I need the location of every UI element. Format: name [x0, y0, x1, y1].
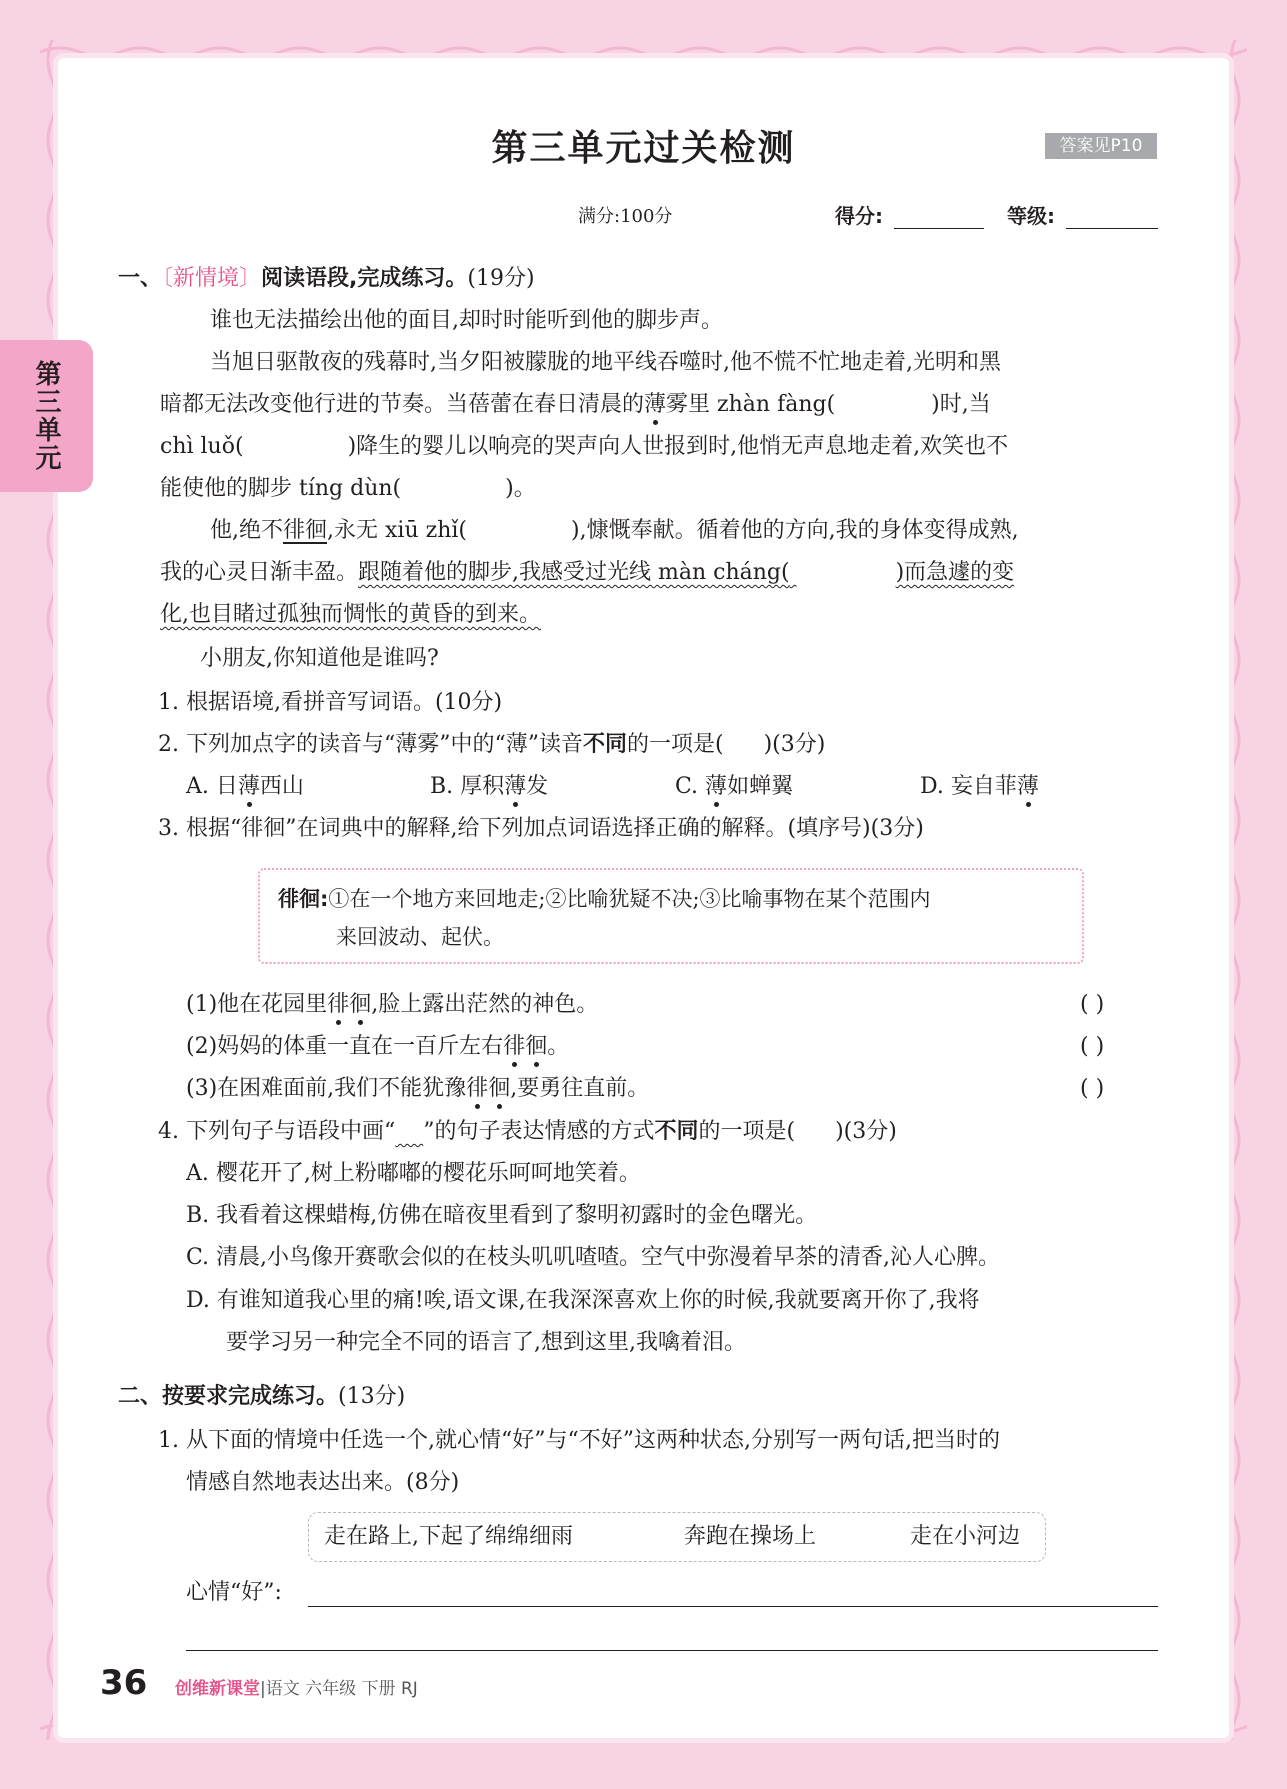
question-3: 3. 根据“徘徊”在词典中的解释,给下列加点词语选择正确的解释。(填序号)(3分) [158, 816, 924, 841]
answer-reference-badge: 答案见P10 [1045, 133, 1157, 159]
definition-line-1: 徘徊:①在一个地方来回地走;②比喻犹疑不决;③比喻事物在某个范围内 [278, 887, 931, 911]
question-3-item-1-answer[interactable]: ( ) [1080, 992, 1105, 1017]
question-4: 4. 下列句子与语段中画“ ”的句子表达情感的方式不同的一项是( )(3分) [158, 1119, 897, 1144]
mood-good-label: 心情“好”: [186, 1580, 282, 1605]
footer-info: 创维新课堂|语文 六年级 下册 RJ [175, 1679, 418, 1699]
question-1: 1. 根据语境,看拼音写词语。(10分) [158, 690, 503, 715]
grade-blank[interactable] [1066, 228, 1158, 229]
question-2: 2. 下列加点字的读音与“薄雾”中的“薄”读音不同的一项是( )(3分) [158, 732, 826, 757]
score-label: 得分: [835, 204, 883, 228]
passage-paragraph-2-line-3: chì luǒ( )降生的婴儿以响亮的哭声向人世报到时,他悄无声息地走着,欢笑也不 [160, 434, 1009, 459]
question-4-option-a: A. 樱花开了,树上粉嘟嘟的樱花乐呵呵地笑着。 [186, 1161, 641, 1186]
question-3-item-2-answer[interactable]: ( ) [1080, 1034, 1105, 1059]
new-context-tag: 〔新情境〕 [162, 266, 262, 291]
grade-label: 等级: [1007, 204, 1055, 228]
passage-paragraph-3-line-3: 化,也目睹过孤独而惆怅的黄昏的到来。 [160, 602, 541, 627]
question-3-item-3-answer[interactable]: ( ) [1080, 1076, 1105, 1101]
question-3-item-1: (1)他在花园里徘徊,脸上露出茫然的神色。 [186, 992, 599, 1017]
passage-paragraph-3-line-2: 我的心灵日渐丰盈。跟随着他的脚步,我感受过光线 màn cháng( )而急遽的变 [160, 558, 1014, 588]
passage-paragraph-2-line-2: 暗都无法改变他行进的节奏。当蓓蕾在春日清晨的薄雾里 zhàn fàng( )时,当 [160, 392, 991, 417]
definition-line-2: 来回波动、起伏。 [336, 925, 504, 949]
mood-good-answer-line-2[interactable] [186, 1650, 1158, 1651]
passage-paragraph-2-line-1: 当旭日驱散夜的残幕时,当夕阳被朦胧的地平线吞噬时,他不慌不忙地走着,光明和黑 [210, 350, 1001, 375]
answer-blank-manchang[interactable] [790, 558, 896, 588]
passage-paragraph-2-line-4: 能使他的脚步 tíng dùn( )。 [160, 476, 536, 501]
question-4-option-d-line-1: D. 有谁知道我心里的痛!唉,语文课,在我深深喜欢上你的时候,我就要离开你了,我将 [186, 1288, 980, 1313]
passage-paragraph-1: 谁也无法描绘出他的面目,却时时能听到他的脚步声。 [210, 308, 723, 333]
question-3-item-2: (2)妈妈的体重一直在一百斤左右徘徊。 [186, 1034, 570, 1059]
question-3-item-3: (3)在困难面前,我们不能犹豫徘徊,要勇往直前。 [186, 1076, 650, 1101]
score-blank[interactable] [894, 228, 984, 229]
unit-side-tab [0, 340, 93, 492]
passage-paragraph-4: 小朋友,你知道他是谁吗? [200, 646, 439, 671]
scenario-option-1[interactable]: 走在路上,下起了绵绵细雨 [324, 1524, 573, 1549]
question-2-option-b: B. 厚积薄发 [430, 774, 549, 799]
scenario-option-3[interactable]: 走在小河边 [910, 1524, 1021, 1549]
section2-question-1-line-2: 情感自然地表达出来。(8分) [186, 1470, 460, 1495]
section2-heading: 二、按要求完成练习。(13分) [118, 1384, 406, 1409]
page-title: 第三单元过关检测 [491, 128, 796, 169]
full-score-label: 满分:100分 [578, 206, 673, 227]
section2-question-1-line-1: 1. 从下面的情境中任选一个,就心情“好”与“不好”这两种状态,分别写一两句话,把当时的 [158, 1428, 1000, 1453]
question-4-option-c: C. 清晨,小鸟像开赛歌会似的在枝头叽叽喳喳。空气中弥漫着早茶的清香,沁人心脾。 [186, 1245, 1001, 1270]
question-4-option-d-line-2: 要学习另一种完全不同的语言了,想到这里,我噙着泪。 [226, 1330, 746, 1355]
section1-heading: 一、〔新情境〕阅读语段,完成练习。(19分) [118, 266, 535, 291]
question-2-option-a: A. 日薄西山 [186, 774, 304, 799]
mood-good-answer-line-1[interactable] [308, 1606, 1158, 1607]
passage-paragraph-3-line-1: 他,绝不徘徊,永无 xiū zhǐ( ),慷慨奉献。循着他的方向,我的身体变得成熟, [210, 518, 1019, 543]
question-2-option-c: C. 薄如蝉翼 [675, 774, 794, 799]
brand-name: 创维新课堂 [175, 1679, 260, 1699]
question-2-option-d: D. 妄自菲薄 [920, 774, 1039, 799]
scenario-option-2[interactable]: 奔跑在操场上 [684, 1524, 817, 1549]
question-4-option-b: B. 我看着这棵蜡梅,仿佛在暗夜里看到了黎明初露时的金色曙光。 [186, 1203, 818, 1228]
page-number: 36 [100, 1663, 148, 1703]
unit-side-tab-label: 第三单元 [31, 360, 61, 472]
